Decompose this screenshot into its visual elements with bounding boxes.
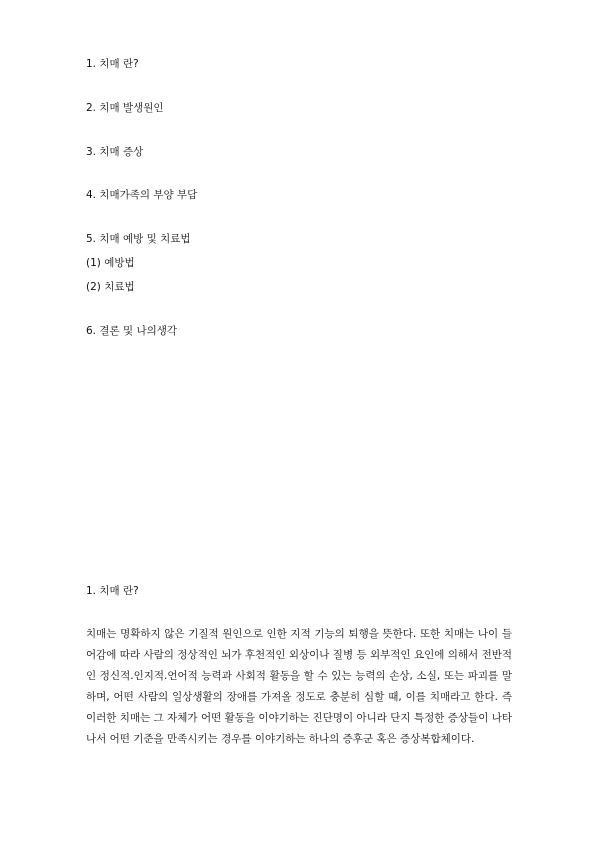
- toc-item-2: 2. 치매 발생원인: [86, 102, 164, 114]
- section-1-title: 1. 치매 란?: [86, 585, 139, 597]
- toc-item-5-2: (2) 치료법: [86, 281, 135, 293]
- section-1-body: 치매는 명확하지 않은 기질적 원인으로 인한 지적 기능의 퇴행을 뜻한다. 또한 치매는 나이 들어감에 따라 사람의 정상적인 뇌가 후천적인 외상이나 질병 등 외부적인 요인에 의해서 전반적인 정신적.인지적.언어적 능력과 사회적 활동을 할 수 있는 능력의 손상, 소실, 또는 파괴를 말하며, 어떤 사람의 일상생활의 장애를 가져올 정도로 충분히 심할 때, 이를 치매라고 한다. 즉 이러한 치매는 그 자체가 어떤 활동을 이야기하는 진단명이 아니라 단지 특정한 증상들이 나타나서 어떤 기준을 만족시키는 경우를 이야기하는 하나의 증후군 혹은 증상복합체이다.: [86, 628, 512, 745]
- toc-item-4: 4. 치매가족의 부양 부담: [86, 189, 198, 201]
- toc-item-6: 6. 결론 및 나의생각: [86, 325, 178, 337]
- toc-item-1: 1. 치매 란?: [86, 58, 139, 70]
- toc-item-5: 5. 치매 예방 및 치료법: [86, 233, 191, 245]
- toc-item-3: 3. 치매 증상: [86, 146, 144, 158]
- toc-item-5-1: (1) 예방법: [86, 257, 135, 269]
